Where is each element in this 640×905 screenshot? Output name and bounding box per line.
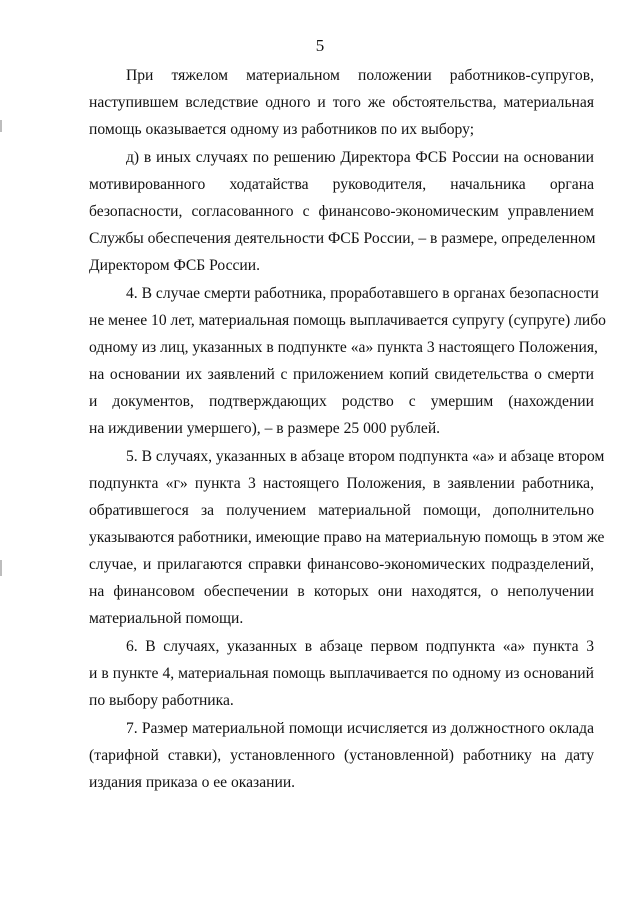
text-line: 6. В случаях, указанных в абзаце первом подпункта «а» пункта 3 (126, 638, 594, 655)
text-line: одному из лиц, указанных в подпункте «а» пункта 3 настоящего Положения, (89, 339, 598, 356)
text-line: по выбору работника. (89, 692, 234, 709)
text-line: подпункта «г» пункта 3 настоящего Положения, в заявлении работника, (89, 475, 594, 492)
text-line: на основании их заявлений с приложением копий свидетельства о смерти (89, 366, 594, 383)
text-line: (тарифной ставки), установленного (установленной) работнику на дату (89, 747, 594, 764)
text-line: на финансовом обеспечении в которых они находятся, о неполучении (89, 583, 594, 600)
paragraph (89, 62, 594, 143)
text-line: и в пункте 4, материальная помощь выплачивается по одному из оснований (89, 665, 594, 682)
text-line: помощь оказывается одному из работников по их выбору; (89, 121, 475, 138)
page-number: 5 (315, 36, 325, 55)
text-line: 7. Размер материальной помощи исчисляется из должностного оклада (126, 720, 594, 737)
text-line: 4. В случае смерти работника, проработавшего в органах безопасности (126, 285, 599, 302)
scan-edge-mark (0, 120, 2, 132)
text-line: При тяжелом материальном положении работников-супругов, (126, 67, 594, 84)
text-line: безопасности, согласованного с финансово-экономическим управлением (89, 203, 594, 220)
paragraph (89, 633, 594, 714)
text-line: и документов, подтверждающих родство с умершим (нахождении (89, 393, 594, 410)
text-line: на иждивении умершего), – в размере 25 000 рублей. (89, 420, 441, 437)
text-line: обратившегося за получением материальной помощи, дополнительно (89, 502, 594, 519)
text-line: материальной помощи. (89, 610, 244, 627)
text-line: 5. В случаях, указанных в абзаце втором подпункта «а» и абзаце втором (126, 448, 605, 465)
text-line: издания приказа о ее оказании. (89, 774, 296, 791)
text-line: наступившем вследствие одного и того же обстоятельства, материальная (89, 94, 594, 111)
paragraph (89, 443, 605, 632)
text-line: Службы обеспечения деятельности ФСБ России, – в размере, определенном (89, 230, 596, 247)
text-line: не менее 10 лет, материальная помощь выплачивается супругу (супруге) либо (89, 312, 606, 329)
paragraph (89, 144, 594, 279)
document-body (89, 62, 606, 796)
text-line: указываются работники, имеющие право на материальную помощь в этом же (89, 529, 605, 546)
text-line: Директором ФСБ России. (89, 257, 261, 274)
scan-edge-mark (0, 560, 2, 576)
text-line: мотивированного ходатайства руководителя, начальника органа (89, 176, 594, 193)
paragraph (89, 280, 606, 442)
text-line: случае, и прилагаются справки финансово-экономических подразделений, (89, 556, 594, 573)
text-line: д) в иных случаях по решению Директора ФСБ России на основании (126, 149, 594, 166)
paragraph (89, 715, 594, 796)
